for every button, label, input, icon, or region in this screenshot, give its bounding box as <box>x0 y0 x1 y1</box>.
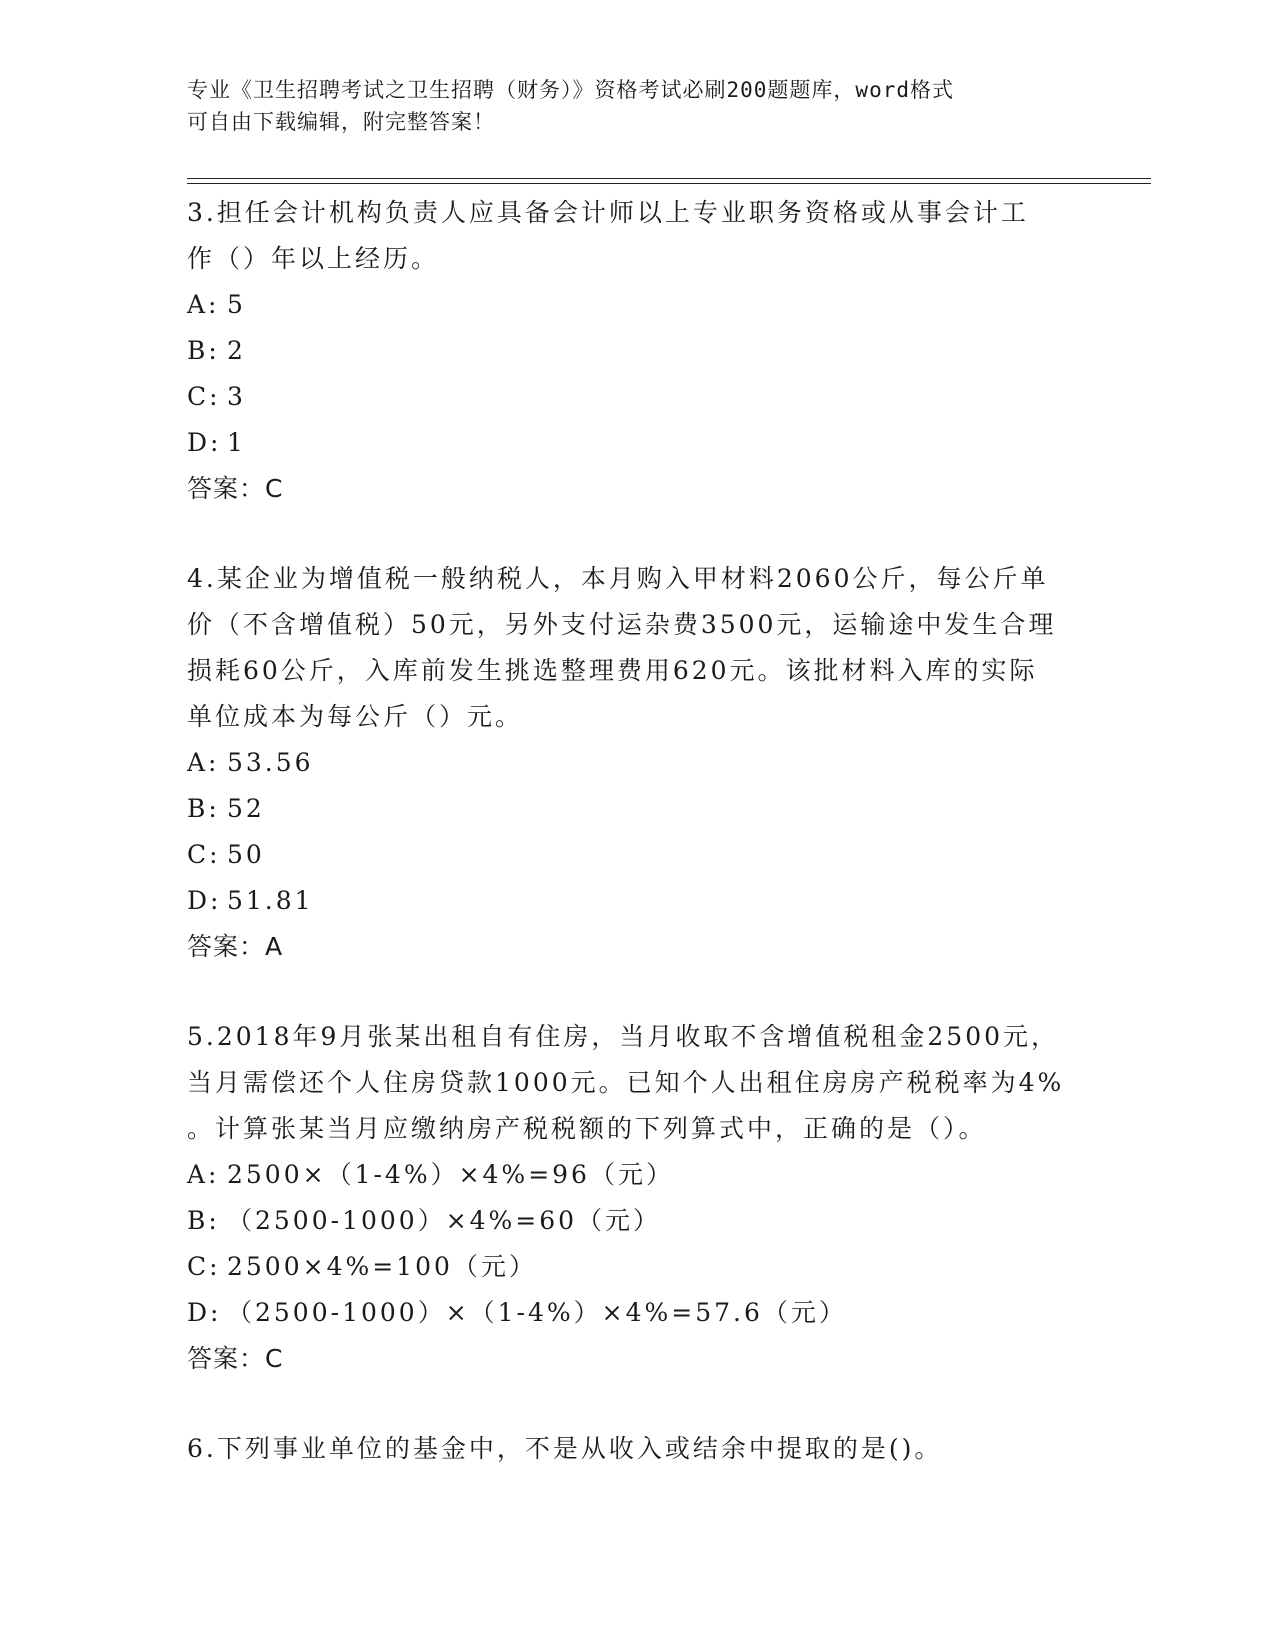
option-text: 51.81 <box>227 886 314 915</box>
option-letter: D: <box>187 886 222 915</box>
option-c <box>187 374 1087 420</box>
question-line: 5.2018年9月张某出租自有住房，当月收取不含增值税租金2500元， <box>187 1022 1060 1051</box>
question-item <box>187 556 1087 970</box>
answer-line: 答案：A <box>187 932 284 961</box>
option-text: （2500-1000）×4%=60（元） <box>227 1206 662 1235</box>
option-b <box>187 786 1087 832</box>
question-item <box>187 1014 1087 1382</box>
option-letter: A: <box>187 748 220 777</box>
question-line: 。计算张某当月应缴纳房产税税额的下列算式中，正确的是（）。 <box>187 1114 987 1143</box>
option-text: 52 <box>227 794 265 823</box>
option-text: 50 <box>227 840 265 869</box>
question-text <box>187 1426 1087 1472</box>
question-list <box>187 190 1087 1472</box>
option-text: 2 <box>227 336 246 365</box>
header-divider <box>187 178 1151 179</box>
option-d <box>187 878 1087 924</box>
option-text: 1 <box>227 428 246 457</box>
question-text <box>187 190 1087 282</box>
question-line: 单位成本为每公斤（）元。 <box>187 702 524 731</box>
question-text <box>187 1014 1087 1152</box>
option-a <box>187 1152 1087 1198</box>
option-b <box>187 1198 1087 1244</box>
question-line: 3.担任会计机构负责人应具备会计师以上专业职务资格或从事会计工 <box>187 198 1029 227</box>
option-d <box>187 1290 1087 1336</box>
spacer <box>187 1382 1087 1426</box>
question-line: 当月需偿还个人住房贷款1000元。已知个人出租住房房产税税率为4% <box>187 1068 1065 1097</box>
answer-line: 答案：C <box>187 1344 284 1373</box>
option-c <box>187 1244 1087 1290</box>
option-text: 53.56 <box>227 748 314 777</box>
document-header <box>187 74 1087 138</box>
option-text: 2500×（1-4%）×4%=96（元） <box>227 1160 674 1189</box>
option-letter: C: <box>187 1252 221 1281</box>
question-line: 6.下列事业单位的基金中，不是从收入或结余中提取的是()。 <box>187 1434 943 1463</box>
option-letter: B: <box>187 794 220 823</box>
option-a <box>187 282 1087 328</box>
option-letter: B: <box>187 1206 220 1235</box>
question-line: 4.某企业为增值税一般纳税人，本月购入甲材料2060公斤，每公斤单 <box>187 564 1049 593</box>
option-letter: D: <box>187 1298 222 1327</box>
question-item <box>187 1426 1087 1472</box>
option-text: （2500-1000）×（1-4%）×4%=57.6（元） <box>227 1298 847 1327</box>
option-d <box>187 420 1087 466</box>
option-text: 3 <box>227 382 246 411</box>
question-text <box>187 556 1087 740</box>
header-line: 专业《卫生招聘考试之卫生招聘（财务）》资格考试必刷200题题库，word格式 <box>187 78 954 102</box>
question-line: 损耗60公斤，入库前发生挑选整理费用620元。该批材料入库的实际 <box>187 656 1038 685</box>
header-line: 可自由下载编辑，附完整答案！ <box>187 110 495 134</box>
option-letter: A: <box>187 1160 220 1189</box>
option-text: 2500×4%=100（元） <box>227 1252 537 1281</box>
question-line: 作（）年以上经历。 <box>187 244 440 273</box>
option-b <box>187 328 1087 374</box>
option-text: 5 <box>227 290 246 319</box>
question-line: 价（不含增值税）50元，另外支付运杂费3500元，运输途中发生合理 <box>187 610 1057 639</box>
option-letter: A: <box>187 290 220 319</box>
option-c <box>187 832 1087 878</box>
question-item <box>187 190 1087 512</box>
option-letter: C: <box>187 840 221 869</box>
option-a <box>187 740 1087 786</box>
spacer <box>187 970 1087 1014</box>
answer-line: 答案：C <box>187 474 284 503</box>
option-letter: B: <box>187 336 220 365</box>
option-letter: C: <box>187 382 221 411</box>
option-letter: D: <box>187 428 222 457</box>
header-divider <box>187 183 1151 184</box>
spacer <box>187 512 1087 556</box>
